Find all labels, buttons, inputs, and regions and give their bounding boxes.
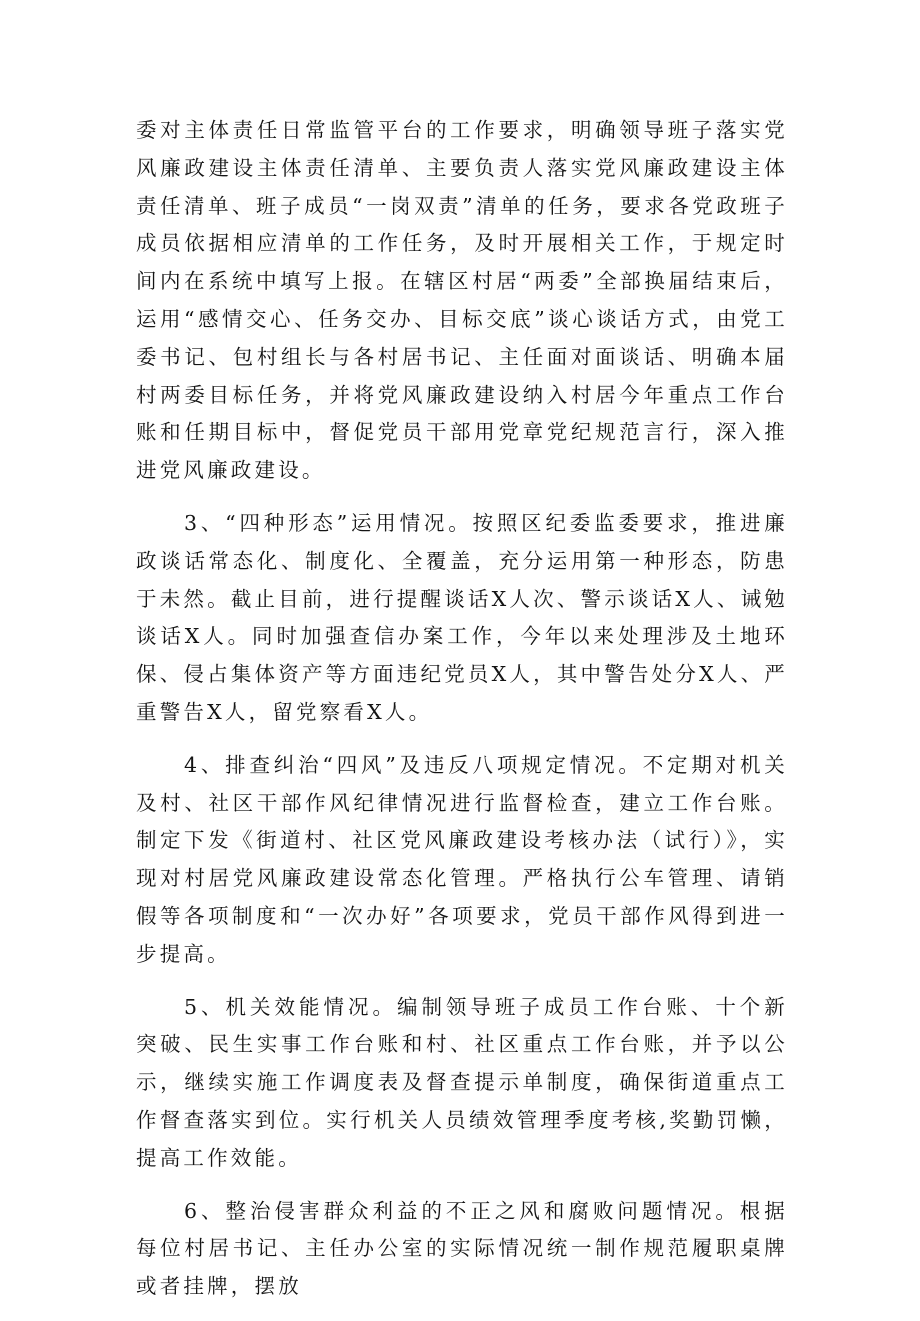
paragraph-four-winds: 4、排查纠治“四风”及违反八项规定情况。不定期对机关及村、社区干部作风纪律情况进行监督检查，建立工作台账。制定下发《街道村、社区党风廉政建设考核办法（试行）》，实现对村居党风廉政建设常态化管理。严格执行公车管理、请销假等各项制度和“一次办好”各项要求，党员干部作风得到进一步提高。 [136, 752, 788, 966]
paragraph-office-efficiency: 5、机关效能情况。编制领导班子成员工作台账、十个新突破、民生实事工作台账和村、社区重点工作台账，并予以公示，继续实施工作调度表及督查提示单制度，确保街道重点工作督查落实到位。实行机关人员绩效管理季度考核,奖勤罚懒，提高工作效能。 [136, 994, 788, 1170]
document-body [136, 112, 788, 1321]
paragraph-four-forms: 3、“四种形态”运用情况。按照区纪委监委要求，推进廉政谈话常态化、制度化、全覆盖，充分运用第一种形态，防患于未然。截止目前，进行提醒谈话X人次、警示谈话X人、诫勉谈话X人。同时加强查信办案工作，今年以来处理涉及土地环保、侵占集体资产等方面违纪党员X人，其中警告处分X人、严重警告X人，留党察看X人。 [136, 510, 788, 724]
paragraph-rectification: 6、整治侵害群众利益的不正之风和腐败问题情况。根据每位村居书记、主任办公室的实际情况统一制作规范履职桌牌或者挂牌，摆放 [136, 1198, 788, 1299]
paragraph-continuation: 委对主体责任日常监管平台的工作要求，明确领导班子落实党风廉政建设主体责任清单、主要负责人落实党风廉政建设主体责任清单、班子成员“一岗双责”清单的任务，要求各党政班子成员依据相应清单的工作任务，及时开展相关工作，于规定时间内在系统中填写上报。在辖区村居“两委”全部换届结束后，运用“感情交心、任务交办、目标交底”谈心谈话方式，由党工委书记、包村组长与各村居书记、主任面对面谈话、明确本届村两委目标任务，并将党风廉政建设纳入村居今年重点工作台账和任期目标中，督促党员干部用党章党纪规范言行，深入推进党风廉政建设。 [136, 118, 788, 483]
